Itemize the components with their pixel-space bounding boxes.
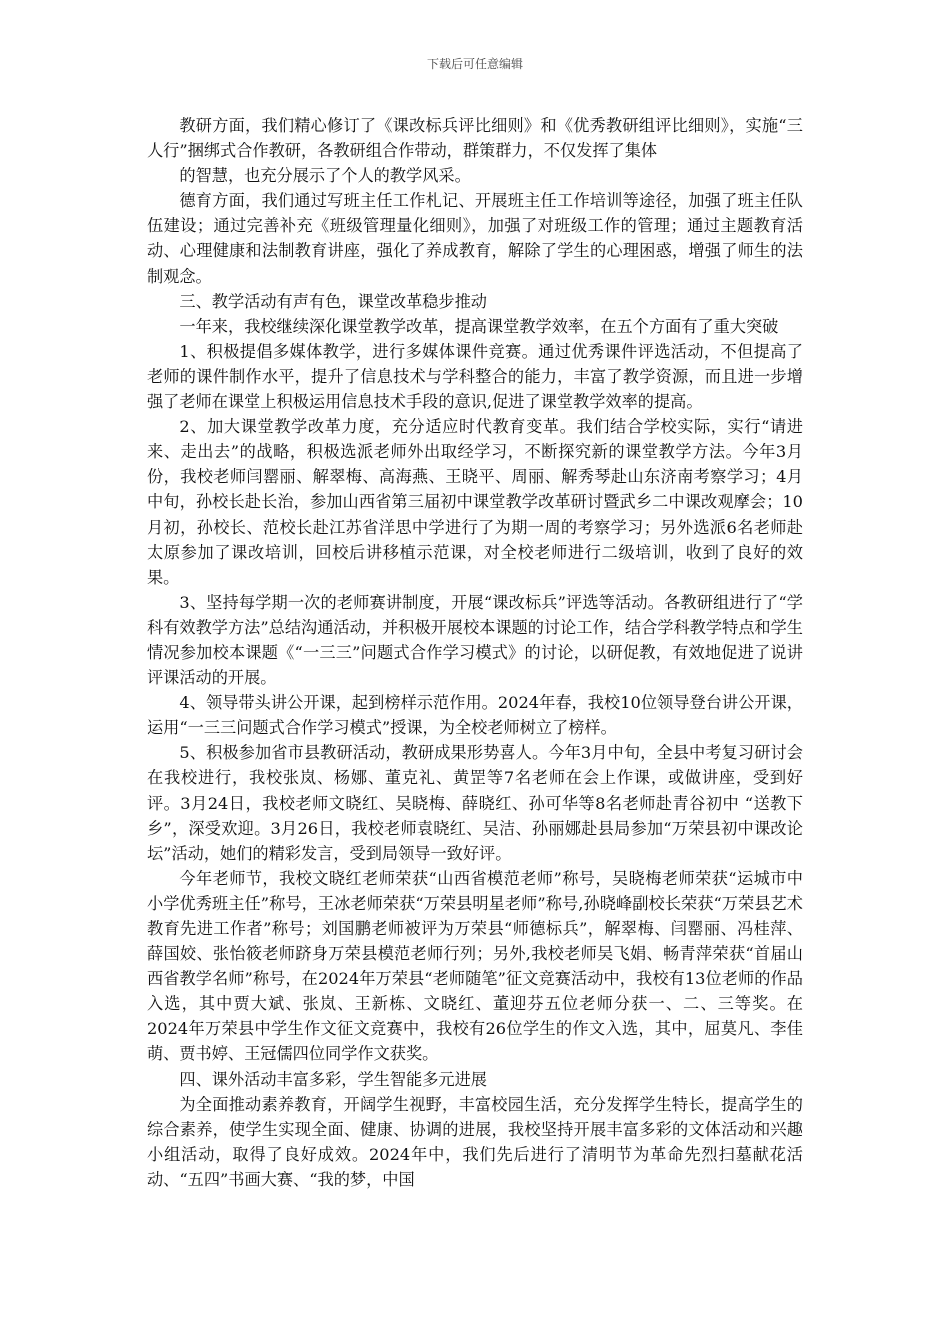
- section-heading: 四、课外活动丰富多彩，学生智能多元进展: [179, 1069, 487, 1089]
- paragraph: 教研方面，我们精心修订了《课改标兵评比细则》和《优秀教研组评比细则》，实施“三人行”捆绑式合作教研，各教研组合作带动，群策群力，不仅发挥了集体: [147, 116, 803, 161]
- document-body: [147, 113, 803, 1192]
- section-heading: 三、教学活动有声有色，课堂改革稳步推动: [179, 291, 487, 311]
- paragraph: 为全面推动素养教育，开阔学生视野，丰富校园生活，充分发挥学生特长，提高学生的综合素养，使学生实现全面、健康、协调的进展，我校坚持开展丰富多彩的文体活动和兴趣小组活动，取得了良好成效。2024年中，我们先后进行了清明节为革命先烈扫墓献花活动、“五四”书画大赛、“我的梦，中国: [147, 1094, 803, 1189]
- paragraph: 2、加大课堂教学改革力度，充分适应时代教育变革。我们结合学校实际，实行“请进来、走出去”的战略，积极选派老师外出取经学习，不断探究新的课堂教学方法。今年3月份，我校老师闫罂丽、解翠梅、高海燕、王晓平、周丽、解秀琴赴山东济南考察学习；4月中旬，孙校长赴长治，参加山西省第三届初中课堂教学改革研讨暨武乡二中课改观摩会；10月初，孙校长、范校长赴江苏省洋思中学进行了为期一周的考察学习；另外选派6名老师赴太原参加了课改培训，回校后讲移植示范课，对全校老师进行二级培训，收到了良好的效果。: [147, 417, 803, 587]
- paragraph: 今年老师节，我校文晓红老师荣获“山西省模范老师”称号，吴晓梅老师荣获“运城市中小学优秀班主任”称号，王冰老师荣获“万荣县明星老师”称号,孙晓峰副校长荣获“万荣县艺术教育先进工作者”称号；刘国鹏老师被评为万荣县“师德标兵”，解翠梅、闫罂丽、冯桂萍、薛国姣、张怡筱老师跻身万荣县模范老师行列；另外,我校老师吴飞娟、畅青萍荣获“首届山西省教学名师”称号，在2024年万荣县“老师随笔”征文竞赛活动中，我校有13位老师的作品入选，其中贾大斌、张岚、王新栋、文晓红、董迎芬五位老师分获一、二、三等奖。在2024年万荣县中学生作文征文竞赛中，我校有26位学生的作文入选，其中，屈莫凡、李佳萌、贾书婷、王冠儒四位同学作文获奖。: [147, 868, 803, 1064]
- paragraph: 1、积极提倡多媒体教学，进行多媒体课件竞赛。通过优秀课件评选活动，不但提高了老师的课件制作水平，提升了信息技术与学科整合的能力，丰富了教学资源，而且进一步增强了老师在课堂上积极运用信息技术手段的意识,促进了课堂教学效率的提高。: [147, 341, 803, 412]
- paragraph: 德育方面，我们通过写班主任工作札记、开展班主任工作培训等途径，加强了班主任队伍建设；通过完善补充《班级管理量化细则》，加强了对班级工作的管理；通过主题教育活动、心理健康和法制教育讲座，强化了养成教育，解除了学生的心理困惑，增强了师生的法制观念。: [147, 191, 803, 286]
- paragraph: 3、坚持每学期一次的老师赛讲制度，开展“课改标兵”评选等活动。各教研组进行了“学科有效教学方法”总结沟通活动，并积极开展校本课题的讨论工作，结合学科教学特点和学生情况参加校本课题《“一三三”问题式合作学习模式》的讨论，以研促教，有效地促进了说讲评课活动的开展。: [147, 592, 803, 688]
- paragraph: 一年来，我校继续深化课堂教学改革，提高课堂教学效率，在五个方面有了重大突破: [179, 316, 779, 336]
- page-header: 下载后可任意编辑: [426, 57, 523, 71]
- paragraph: 4、领导带头讲公开课，起到榜样示范作用。2024年春，我校10位领导登台讲公开课，运用“一三三问题式合作学习模式”授课，为全校老师树立了榜样。: [147, 693, 803, 738]
- paragraph: 的智慧，也充分展示了个人的教学风采。: [179, 166, 471, 186]
- paragraph: 5、积极参加省市县教研活动，教研成果形势喜人。今年3月中旬，全县中考复习研讨会在我校进行，我校张岚、杨娜、董克礼、黄罡等7名老师在会上作课，或做讲座，受到好评。3月24日，我校老师文晓红、吴晓梅、薛晓红、孙可华等8名老师赴青谷初中 “送教下乡”，深受欢迎。3月26日，我校老师袁晓红、吴洁、孙丽娜赴县局参加“万荣县初中课改论坛”活动，她们的精彩发言，受到局领导一致好评。: [147, 743, 803, 863]
